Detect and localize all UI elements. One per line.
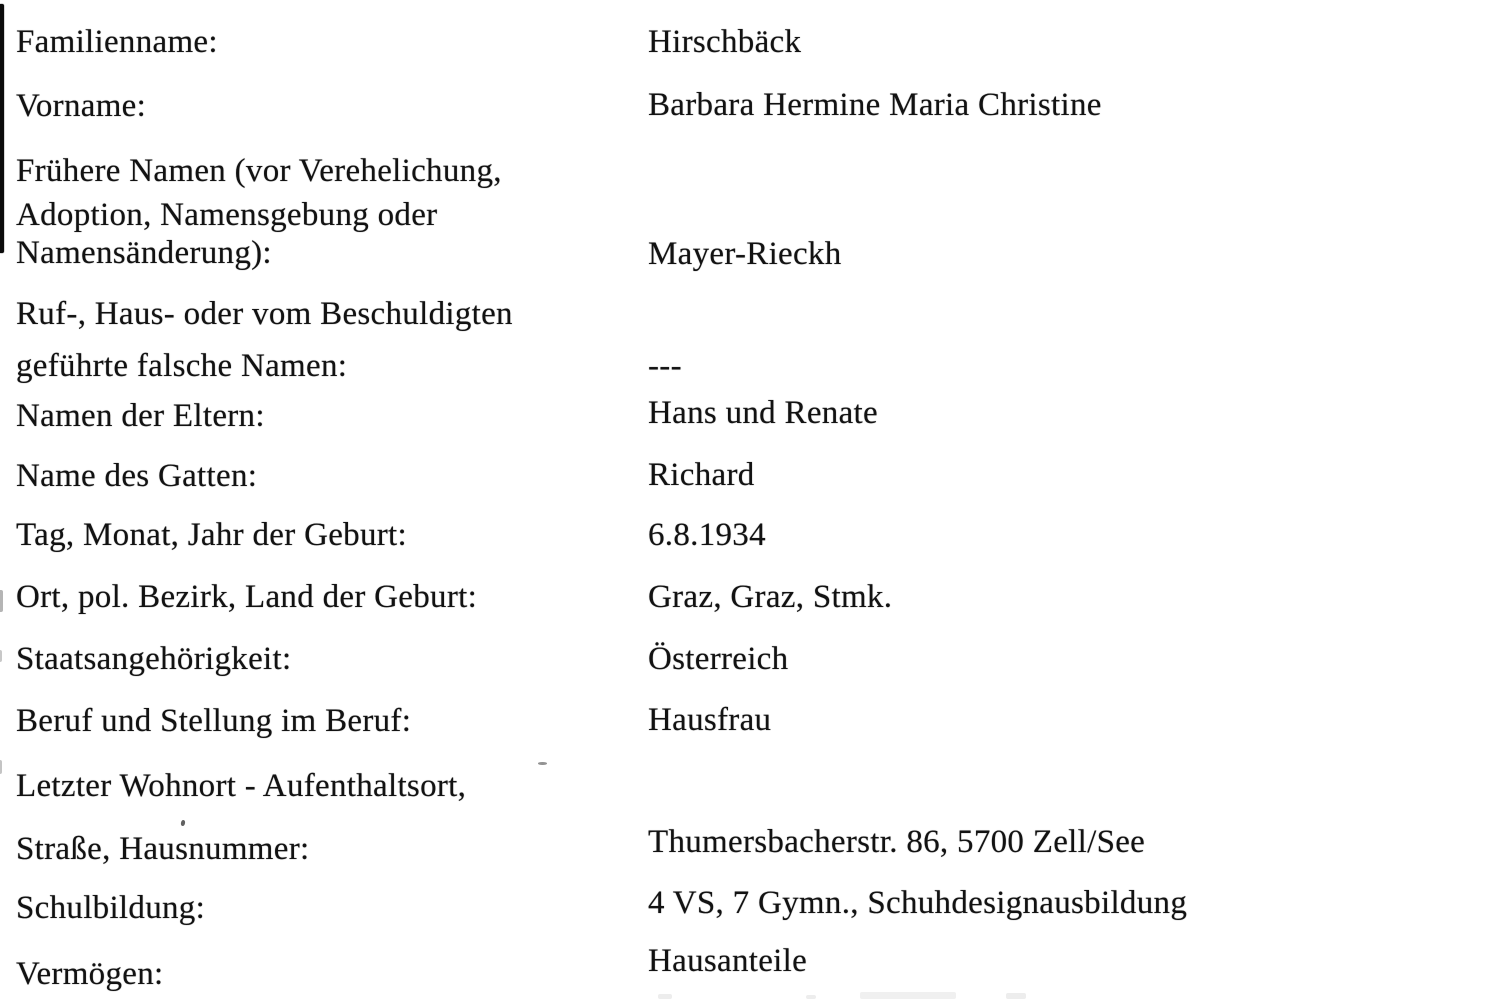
field-label-falsche-namen-line2: geführte falsche Namen: (16, 348, 348, 384)
field-value-fruehere-namen: Mayer-Rieckh (648, 236, 842, 272)
cutoff-line-artifact (1006, 993, 1026, 999)
field-label-fruehere-namen-line2: Adoption, Namensgebung oder (16, 197, 438, 233)
cutoff-line-artifact (806, 995, 816, 999)
field-label-vermoegen: Vermögen: (16, 956, 164, 992)
field-label-familienname: Familienname: (16, 24, 218, 60)
field-label-name-des-gatten: Name des Gatten: (16, 458, 258, 494)
scan-edge-artifact (0, 650, 2, 662)
field-value-namen-der-eltern: Hans und Renate (648, 395, 878, 431)
field-label-vorname: Vorname: (16, 88, 147, 124)
field-label-schulbildung: Schulbildung: (16, 890, 206, 926)
field-value-geburtsort: Graz, Graz, Stmk. (648, 579, 893, 615)
field-value-staatsangehoerigkeit: Österreich (648, 641, 789, 677)
scan-edge-artifact (0, 4, 4, 253)
field-value-vorname: Barbara Hermine Maria Christine (648, 87, 1102, 123)
field-value-wohnort: Thumersbacherstr. 86, 5700 Zell/See (648, 824, 1146, 860)
field-label-falsche-namen-line1: Ruf-, Haus- oder vom Beschuldigten (16, 296, 513, 332)
field-label-geburtsort: Ort, pol. Bezirk, Land der Geburt: (16, 579, 478, 615)
field-value-falsche-namen: --- (648, 348, 682, 384)
cutoff-line-artifact (860, 992, 956, 999)
field-value-vermoegen: Hausanteile (648, 943, 808, 979)
field-value-geburtsdatum: 6.8.1934 (648, 517, 766, 553)
scan-edge-artifact (0, 760, 2, 774)
field-label-wohnort-line2: Straße, Hausnummer: (16, 831, 310, 867)
scan-edge-artifact (0, 590, 3, 612)
field-label-geburtsdatum: Tag, Monat, Jahr der Geburt: (16, 517, 407, 553)
cutoff-line-artifact (658, 994, 672, 999)
field-label-namen-der-eltern: Namen der Eltern: (16, 398, 265, 434)
field-value-name-des-gatten: Richard (648, 457, 755, 493)
field-label-fruehere-namen-line1: Frühere Namen (vor Verehelichung, (16, 153, 502, 189)
field-value-schulbildung: 4 VS, 7 Gymn., Schuhdesignausbildung (648, 885, 1188, 921)
field-label-staatsangehoerigkeit: Staatsangehörigkeit: (16, 641, 292, 677)
field-value-beruf: Hausfrau (648, 702, 772, 738)
field-value-familienname: Hirschbäck (648, 24, 802, 60)
field-label-beruf: Beruf und Stellung im Beruf: (16, 703, 412, 739)
scan-speck (180, 820, 185, 827)
field-label-wohnort-line1: Letzter Wohnort - Aufenthaltsort, (16, 768, 467, 804)
field-label-fruehere-namen-line3: Namensänderung): (16, 235, 272, 271)
scan-speck (538, 762, 547, 765)
